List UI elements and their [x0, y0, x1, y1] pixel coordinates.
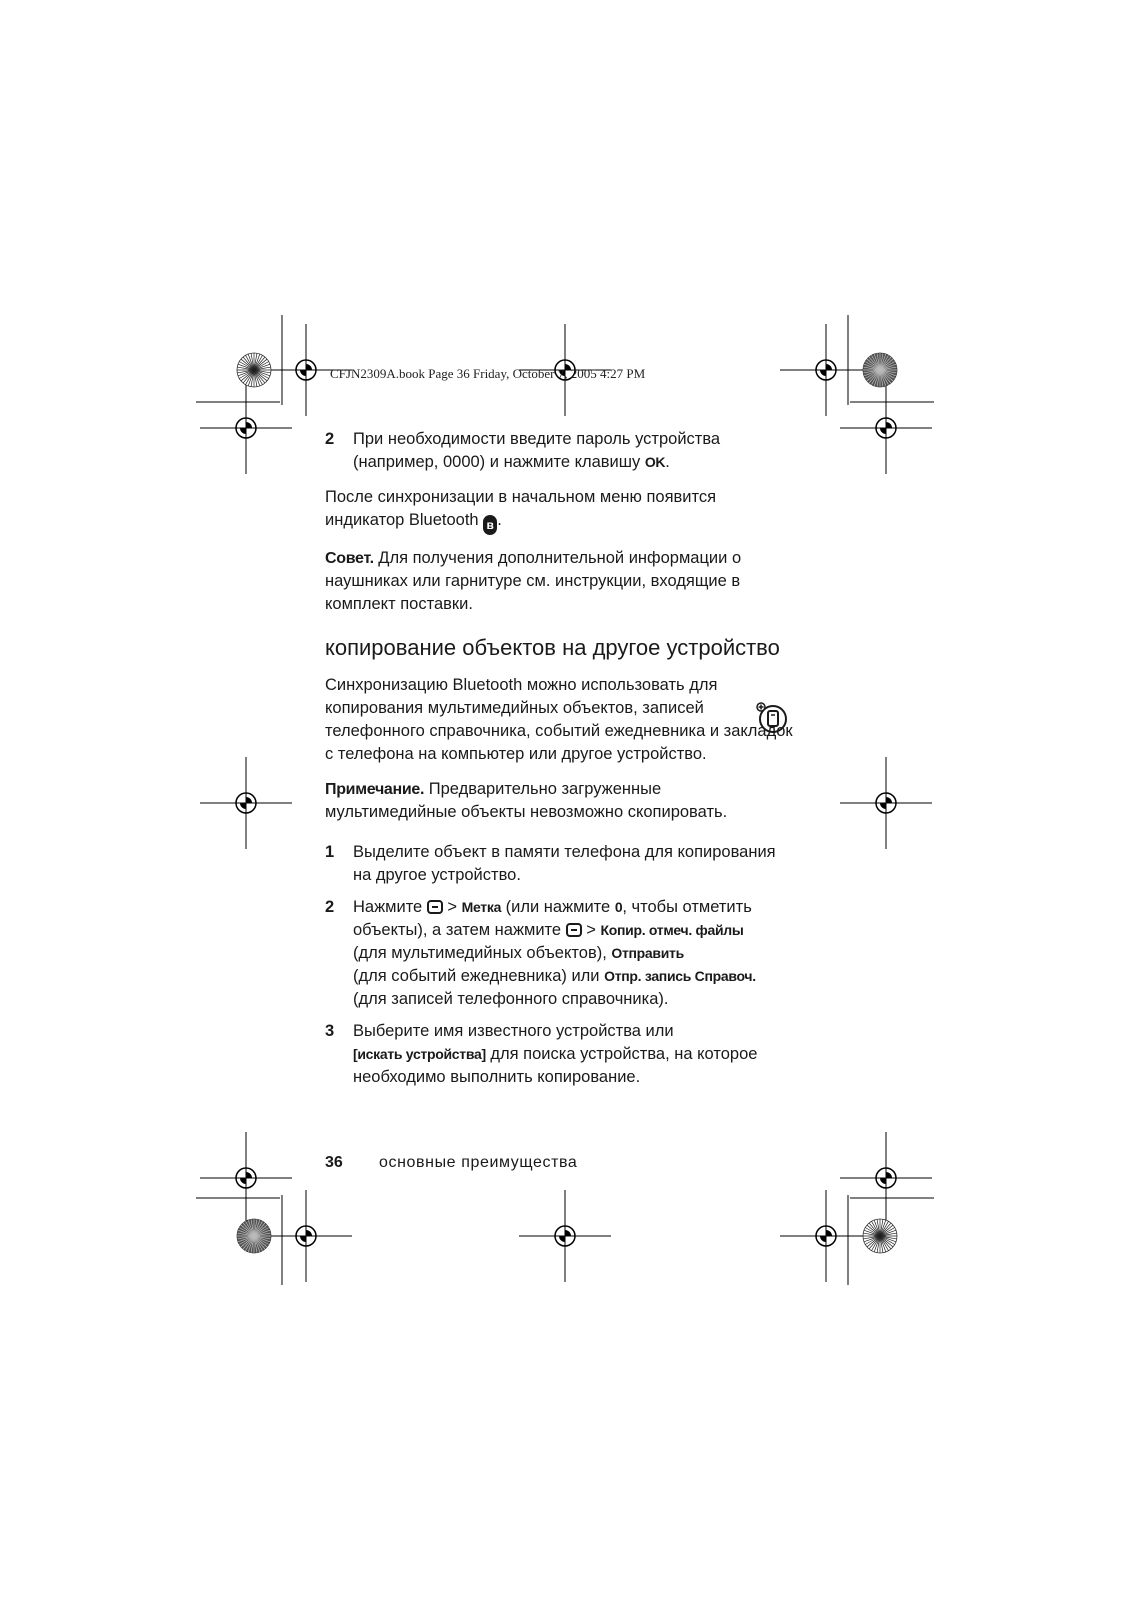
intro-paragraph: Синхронизацию Bluetooth можно использовать для копирования мультимедийных объектов, записей телефонного справочника, событий ежедневника и закладок с телефона на компьютер или другое устройство. [325, 676, 793, 763]
note-paragraph [325, 778, 795, 824]
arrow: > [581, 921, 601, 939]
step-3-choose-device [325, 1020, 795, 1089]
arrow: > [442, 898, 462, 916]
copy-feature-icon [756, 702, 788, 734]
text: (для событий ежедневника) или [353, 967, 605, 985]
note-text: Предварительно загруженные мультимедийные объекты невозможно скопировать. [325, 780, 728, 821]
ok-key-label: OK [644, 454, 666, 470]
punct: . [665, 453, 670, 471]
registration-mark [200, 757, 292, 849]
registration-mark [840, 382, 932, 474]
page-content [325, 428, 795, 1089]
menu-option-search-devices: [искать устройства] [353, 1046, 486, 1062]
key-zero: 0 [614, 899, 623, 915]
step-number: 3 [325, 1022, 335, 1040]
menu-option-mark: Метка [461, 899, 502, 915]
page-number: 36 [325, 1154, 343, 1171]
tip-label: Совет. [325, 550, 374, 567]
step-text [353, 428, 795, 474]
registration-mark [840, 757, 932, 849]
text: , чтобы отметить объекты), а затем нажмите [353, 898, 752, 939]
step-2-mark [325, 896, 795, 1011]
punct: . [497, 511, 502, 529]
registration-mark [519, 1190, 611, 1282]
text: для поиска устройства, на которое необходимо выполнить копирование. [353, 1045, 758, 1086]
after-sync-text: После синхронизации в начальном меню появится индикатор Bluetooth [325, 488, 717, 529]
starburst-mark [863, 1219, 897, 1253]
section-name: основные преимущества [379, 1154, 578, 1171]
registration-mark [200, 382, 292, 474]
step-2-pairing [325, 428, 795, 474]
note-label: Примечание. [325, 781, 425, 798]
starburst-mark [237, 1219, 271, 1253]
text: Нажмите [353, 898, 427, 916]
step-text [353, 1020, 795, 1089]
step-text [353, 896, 795, 1011]
step-number: 2 [325, 898, 335, 916]
step-body [353, 428, 795, 474]
bluetooth-icon: ʙ [483, 515, 497, 535]
menu-softkey-icon [427, 900, 443, 914]
step-body [353, 1020, 795, 1089]
registration-mark [200, 1132, 292, 1224]
after-sync-paragraph [325, 486, 795, 535]
text: (для мультимедийных объектов), [353, 944, 612, 962]
step-body [353, 841, 795, 887]
menu-option-send-contact: Отпр. запись Справоч. [604, 968, 756, 984]
page-footer [325, 1153, 577, 1173]
starburst-mark [863, 353, 897, 387]
step-text: Выделите объект в памяти телефона для копирования на другое устройство. [353, 843, 776, 884]
menu-option-send: Отправить [611, 945, 684, 961]
step-body [353, 896, 795, 1011]
starburst-mark [237, 353, 271, 387]
registration-mark [780, 1190, 872, 1282]
text: (или нажмите [501, 898, 615, 916]
registration-mark [260, 1190, 352, 1282]
menu-option-copy-marked: Копир. отмеч. файлы [600, 922, 744, 938]
step-1-select [325, 841, 795, 887]
step-number: 1 [325, 843, 335, 861]
section-heading: копирование объектов на другое устройство [325, 635, 780, 660]
book-stamp: CFJN2309A.book Page 36 Friday, October 7, 2005 4:27 PM [330, 366, 646, 381]
step-number: 2 [325, 430, 335, 448]
text: Выберите имя известного устройства или [353, 1022, 674, 1040]
tip-paragraph [325, 547, 795, 616]
registration-mark [840, 1132, 932, 1224]
menu-softkey-icon [566, 923, 582, 937]
tip-text: Для получения дополнительной информации о наушниках или гарнитуре см. инструкции, входящие в комплект поставки. [325, 549, 742, 613]
step-text-main: При необходимости введите пароль устройства (например, 0000) и нажмите клавишу [353, 430, 721, 471]
text: (для записей телефонного справочника). [353, 990, 669, 1008]
